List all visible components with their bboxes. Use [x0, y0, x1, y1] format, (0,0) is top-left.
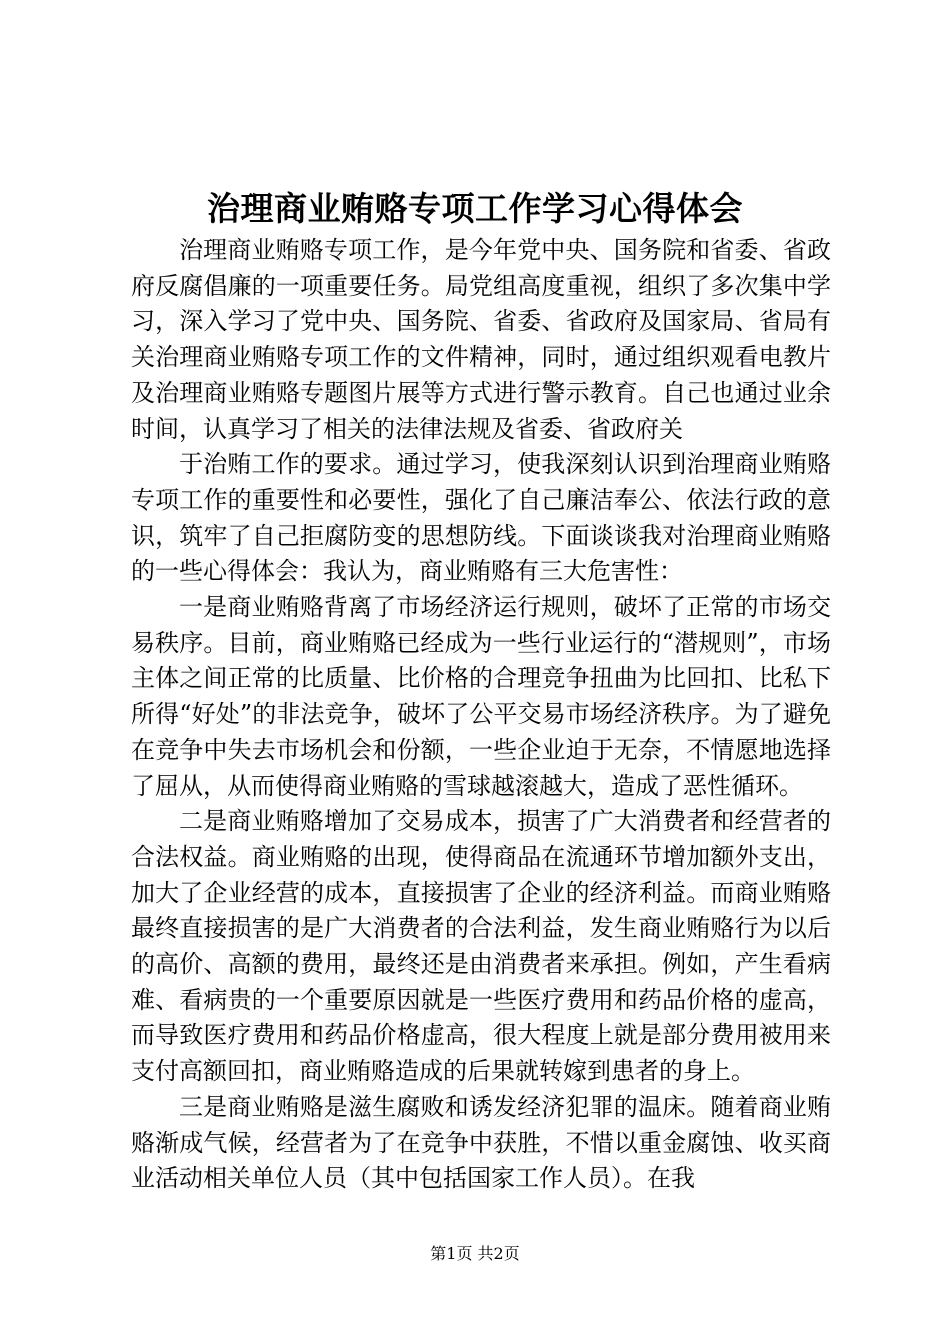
paragraph-1: 治理商业贿赂专项工作，是今年党中央、国务院和省委、省政府反腐倡廉的一项重要任务。局党组高度重视，组织了多次集中学习，深入学习了党中央、国务院、省委、省政府及国家局、省局有关治理商业贿赂专项工作的文件精神，同时，通过组织观看电教片及治理商业贿赂专题图片展等方式进行警示教育。自己也通过业余时间，认真学习了相关的法律法规及省委、省政府关 — [131, 236, 831, 443]
document-body — [131, 233, 831, 1197]
paragraph-3: 一是商业贿赂背离了市场经济运行规则，破坏了正常的市场交易秩序。目前，商业贿赂已经成为一些行业运行的“潜规则”，市场主体之间正常的比质量、比价格的合理竞争扭曲为比回扣、比私下所得“好处”的非法竞争，破坏了公平交易市场经济秩序。为了避免在竞争中失去市场机会和份额，一些企业迫于无奈，不情愿地选择了屈从，从而使得商业贿赂的雪球越滚越大，造成了恶性循环。 — [131, 593, 831, 800]
paragraph-5: 三是商业贿赂是滋生腐败和诱发经济犯罪的温床。随着商业贿赂渐成气候，经营者为了在竞争中获胜，不惜以重金腐蚀、收买商业活动相关单位人员（其中包括国家工作人员）。在我 — [131, 1092, 831, 1193]
paragraph-4: 二是商业贿赂增加了交易成本，损害了广大消费者和经营者的合法权益。商业贿赂的出现，使得商品在流通环节增加额外支出，加大了企业经营的成本，直接损害了企业的经济利益。而商业贿赂最终直接损害的是广大消费者的合法利益，发生商业贿赂行为以后的高价、高额的费用，最终还是由消费者来承担。例如，产生看病难、看病贵的一个重要原因就是一些医疗费用和药品价格的虚高，而导致医疗费用和药品价格虚高，很大程度上就是部分费用被用来支付高额回扣，商业贿赂造成的后果就转嫁到患者的身上。 — [131, 807, 831, 1086]
document-title: 治理商业贿赂专项工作学习心得体会 — [207, 189, 743, 228]
paragraph-2: 于治贿工作的要求。通过学习，使我深刻认识到治理商业贿赂专项工作的重要性和必要性，强化了自己廉洁奉公、依法行政的意识，筑牢了自己拒腐防变的思想防线。下面谈谈我对治理商业贿赂的一些心得体会：我认为，商业贿赂有三大危害性： — [131, 450, 831, 586]
page-footer: 第1页 共2页 — [430, 1244, 520, 1263]
